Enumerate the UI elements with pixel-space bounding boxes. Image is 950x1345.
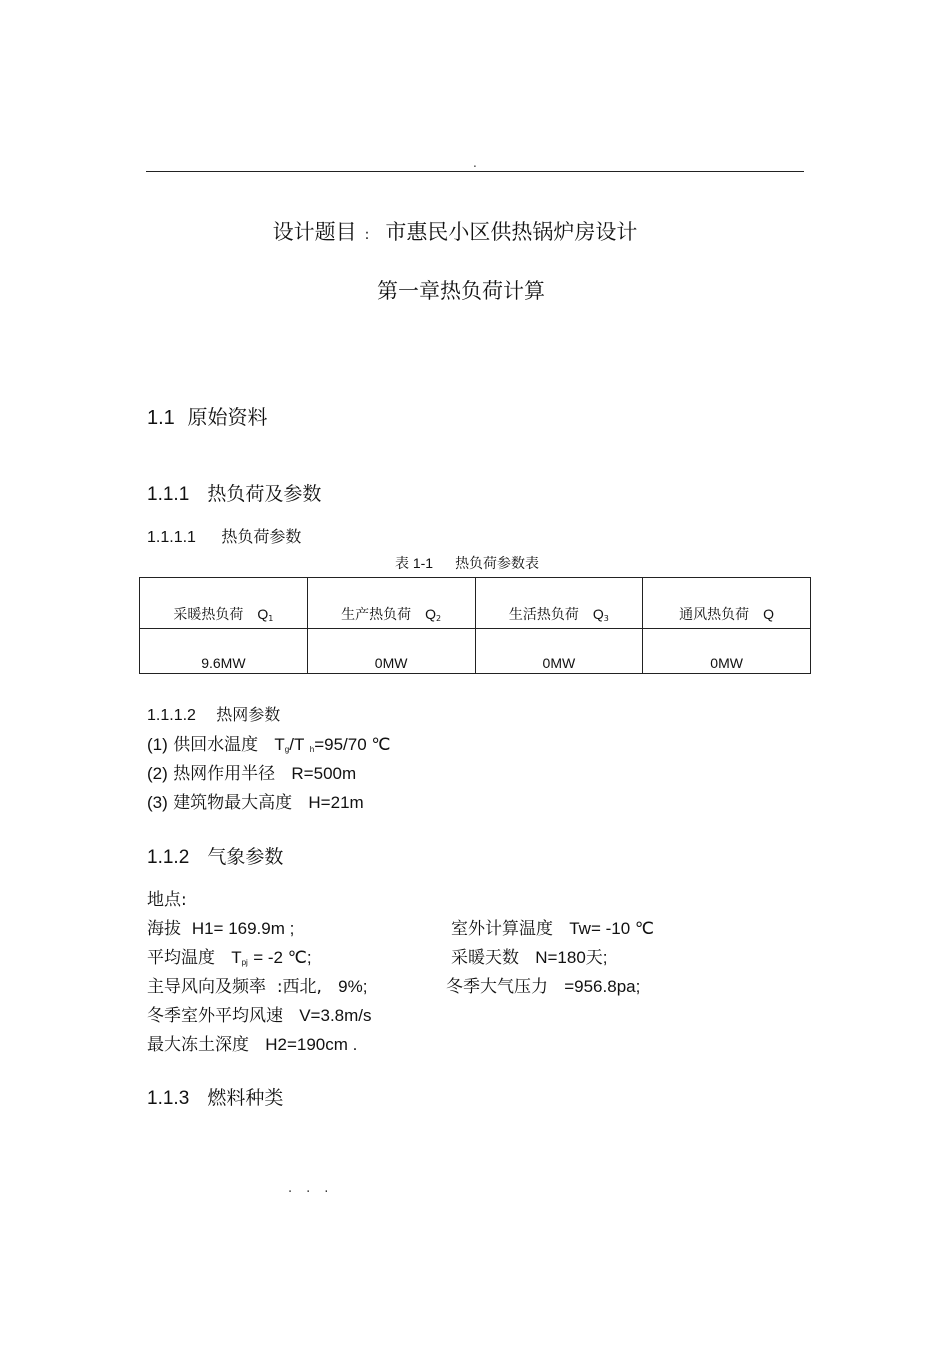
weather-wind-speed: 冬季室外平均风速 V=3.8m/s [147, 1006, 372, 1026]
table-header-cell: 生产热负荷 $Q_2$ [307, 578, 475, 629]
section-heading-1-1: 1.1 原始资料 [147, 405, 268, 429]
table-cell: 0MW [475, 629, 643, 674]
table-caption-text: 热负荷参数表 [455, 556, 540, 572]
table-cell: 9.6MW [140, 629, 308, 674]
section-heading-1-1-2: 1.1.2 气象参数 [147, 846, 284, 868]
title-colon: : [364, 227, 370, 243]
title-text: 市惠民小区供热锅炉房设计 [385, 220, 638, 244]
weather-wind: 主导风向及频率 :西北, 9%; [147, 977, 368, 997]
table-header-cell: 生活热负荷 $Q_3$ [475, 578, 643, 629]
section-heading-1-1-1: 1.1.1 热负荷及参数 [147, 483, 322, 505]
heat-load-table [139, 577, 811, 674]
weather-frost-depth: 最大冻土深度 H2=190cm . [147, 1035, 358, 1055]
table-cell: 0MW [307, 629, 475, 674]
table-header-row [140, 578, 811, 629]
table-header-cell: 采暖热负荷 $Q_1$ [140, 578, 308, 629]
header-dot: . [473, 156, 477, 170]
weather-outdoor-temp: 室外计算温度 Tw= -10 ℃ [451, 919, 654, 939]
section-heading-1-1-1-2: 1.1.1.2 热网参数 [147, 705, 281, 724]
document-title [0, 216, 910, 246]
weather-pressure: 冬季大气压力 =956.8pa; [446, 977, 641, 997]
header-rule [146, 171, 804, 172]
weather-altitude: 海拔 H1= 169.9m ; [147, 919, 295, 939]
section-heading-1-1-3: 1.1.3 燃料种类 [147, 1087, 284, 1109]
network-param-item: (3) 建筑物最大高度 H=21m [147, 793, 364, 813]
section-heading-1-1-1-1: 1.1.1.1 热负荷参数 [147, 527, 302, 546]
chapter-title: 第一章热负荷计算 [377, 279, 545, 303]
table-header-cell: 通风热负荷 Q [643, 578, 811, 629]
title-label: 设计题目 [272, 220, 357, 244]
table-cell: 0MW [643, 629, 811, 674]
weather-avg-temp: 平均温度 $T_{pj} = -2$ ℃; [147, 948, 312, 968]
table-caption-number: 表 1-1 [394, 555, 434, 571]
footer-dots: ... [288, 1181, 343, 1196]
weather-heating-days: 采暖天数 N=180天; [451, 948, 608, 968]
table-row [140, 629, 811, 674]
network-param-item: (1) 供回水温度 $T_g/T$ $_h$=95/70 ℃ [147, 735, 391, 755]
table-caption [0, 553, 934, 573]
network-param-item: (2) 热网作用半径 R=500m [147, 764, 357, 784]
weather-place: 地点: [147, 890, 187, 910]
